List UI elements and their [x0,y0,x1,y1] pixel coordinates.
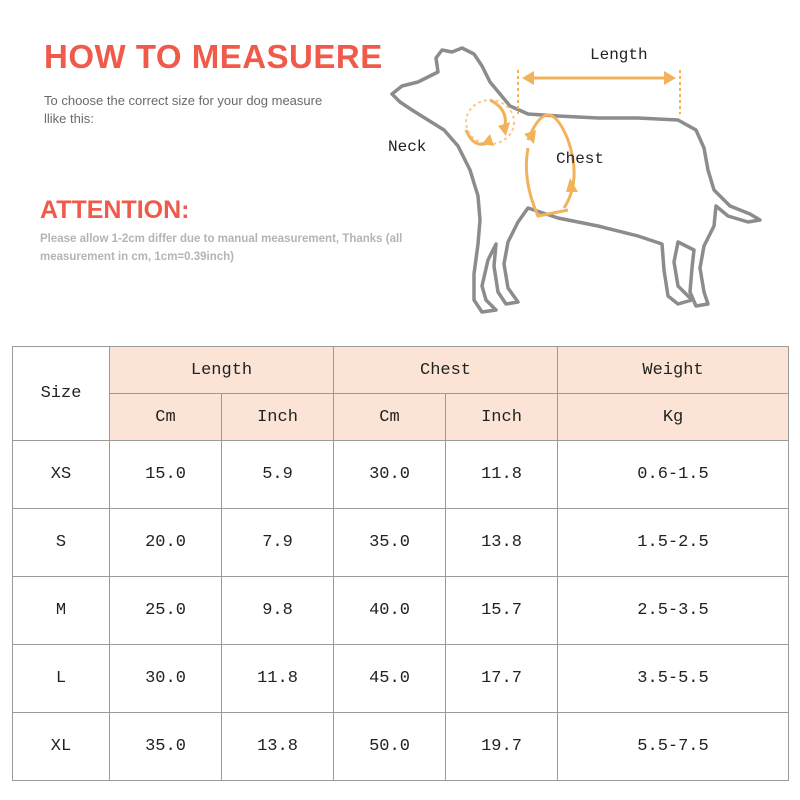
table-row [13,509,789,577]
weight-kg-cell: 5.5-7.5 [558,713,789,781]
length-inch-cell: 13.8 [222,713,334,781]
chest-inch-header: Inch [446,394,558,441]
dog-outline [392,48,760,312]
size-cell: XL [13,713,110,781]
weight-header: Weight [558,347,789,394]
dog-measurement-diagram [378,30,778,340]
size-chart-table [12,346,789,781]
how-to-measure-title: HOW TO MEASUERE [44,38,383,75]
length-inch-header: Inch [222,394,334,441]
length-cm-cell: 20.0 [110,509,222,577]
length-label: Length [590,46,648,64]
length-header: Length [110,347,334,394]
size-cell: L [13,645,110,713]
chest-arrowhead [524,130,536,144]
table-row [13,713,789,781]
chest-inch-cell: 19.7 [446,713,558,781]
length-cm-header: Cm [110,394,222,441]
length-inch-cell: 9.8 [222,577,334,645]
how-to-description: To choose the correct size for your dog measure llike this: [44,93,323,126]
chest-inch-cell: 15.7 [446,577,558,645]
table-row [13,645,789,713]
chest-cm-cell: 45.0 [334,645,446,713]
length-cm-cell: 30.0 [110,645,222,713]
table-row [13,577,789,645]
size-cell: S [13,509,110,577]
weight-kg-header: Kg [558,394,789,441]
weight-kg-cell: 3.5-5.5 [558,645,789,713]
chest-inch-cell: 17.7 [446,645,558,713]
table-header-row [13,347,789,394]
size-cell: XS [13,441,110,509]
size-cell: M [13,577,110,645]
length-cm-cell: 15.0 [110,441,222,509]
size-header: Size [13,347,110,441]
length-inch-cell: 5.9 [222,441,334,509]
chest-cm-cell: 50.0 [334,713,446,781]
chest-inch-cell: 13.8 [446,509,558,577]
chest-label: Chest [556,150,605,168]
attention-title: ATTENTION: [40,196,190,224]
chest-inch-cell: 11.8 [446,441,558,509]
weight-kg-cell: 2.5-3.5 [558,577,789,645]
chest-cm-cell: 35.0 [334,509,446,577]
table-unit-row [13,394,789,441]
table-row [13,441,789,509]
neck-label: Neck [388,138,427,156]
length-cm-cell: 35.0 [110,713,222,781]
chest-cm-header: Cm [334,394,446,441]
weight-kg-cell: 0.6-1.5 [558,441,789,509]
length-cm-cell: 25.0 [110,577,222,645]
length-arrowhead-left [522,71,534,85]
chest-header: Chest [334,347,558,394]
dog-silhouette-illustration [378,30,778,340]
chest-arrowhead-lower [566,178,578,192]
neck-arrowhead-upper [498,122,510,136]
chest-cm-cell: 40.0 [334,577,446,645]
neck-arrowhead [482,134,494,146]
length-inch-cell: 7.9 [222,509,334,577]
attention-note: Please allow 1-2cm differ due to manual measurement, Thanks (all measurement in cm, 1cm=0.39inch) [40,233,403,263]
weight-kg-cell: 1.5-2.5 [558,509,789,577]
length-inch-cell: 11.8 [222,645,334,713]
chest-cm-cell: 30.0 [334,441,446,509]
length-arrowhead-right [664,71,676,85]
